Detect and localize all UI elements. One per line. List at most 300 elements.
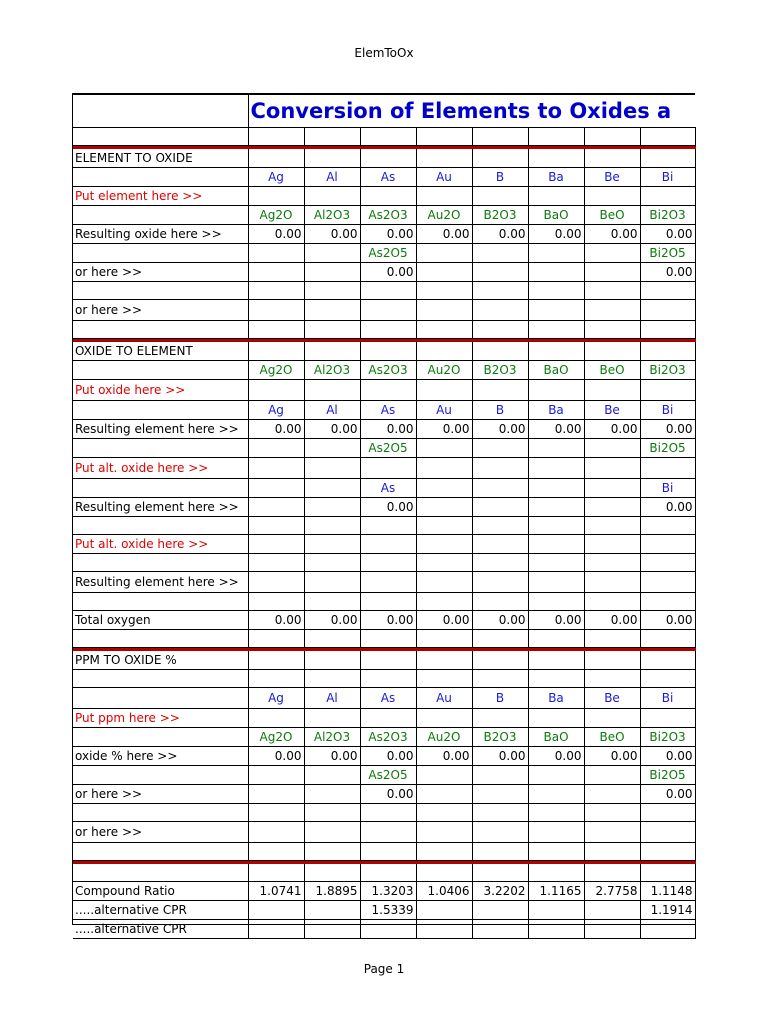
element-symbol: Be xyxy=(584,688,640,709)
labeled-row xyxy=(73,688,695,709)
empty-cell[interactable] xyxy=(304,244,360,263)
empty-cell[interactable] xyxy=(528,593,584,611)
empty-cell[interactable] xyxy=(304,901,360,920)
empty-cell[interactable] xyxy=(304,439,360,458)
empty-cell[interactable] xyxy=(416,901,472,920)
labeled-row xyxy=(73,709,695,728)
empty-cell[interactable] xyxy=(640,535,695,554)
empty-cell[interactable] xyxy=(416,709,472,728)
empty-cell[interactable] xyxy=(416,439,472,458)
empty-cell[interactable] xyxy=(584,263,640,282)
element-symbol: Bi xyxy=(640,688,695,709)
empty-cell[interactable] xyxy=(528,300,584,321)
empty-cell[interactable] xyxy=(360,651,416,670)
labeled-row xyxy=(73,766,695,785)
labeled-row xyxy=(73,498,695,517)
empty-cell[interactable] xyxy=(248,380,304,401)
row-label: Resulting element here >> xyxy=(73,572,248,593)
empty-cell[interactable] xyxy=(640,864,695,882)
empty-cell[interactable] xyxy=(304,572,360,593)
empty-cell[interactable] xyxy=(640,300,695,321)
empty-cell[interactable] xyxy=(640,517,695,535)
empty-cell[interactable] xyxy=(248,901,304,920)
empty-cell[interactable] xyxy=(416,300,472,321)
compound-ratio-value: 1.1148 xyxy=(640,882,695,901)
oxide-formula: Bi2O3 xyxy=(640,361,695,380)
empty-cell[interactable] xyxy=(360,342,416,361)
empty-cell[interactable] xyxy=(304,342,360,361)
empty-cell[interactable] xyxy=(472,651,528,670)
empty-cell[interactable] xyxy=(248,128,304,146)
row-label: Put ppm here >> xyxy=(73,709,248,728)
empty-cell[interactable] xyxy=(416,342,472,361)
empty-cell[interactable] xyxy=(304,380,360,401)
empty-cell[interactable] xyxy=(528,498,584,517)
empty-cell[interactable] xyxy=(528,630,584,648)
empty-cell[interactable] xyxy=(528,843,584,861)
value-cell: 0.00 xyxy=(304,611,360,630)
empty-cell[interactable] xyxy=(248,709,304,728)
empty-cell[interactable] xyxy=(248,804,304,822)
labeled-row xyxy=(73,920,695,939)
page-footer: Page 1 xyxy=(363,962,405,976)
alt-oxide-formula: As2O5 xyxy=(360,244,416,263)
oxide-formula: B2O3 xyxy=(472,206,528,225)
empty-cell[interactable] xyxy=(304,630,360,648)
empty-cell[interactable] xyxy=(360,572,416,593)
value-cell: 0.00 xyxy=(528,747,584,766)
empty-cell[interactable] xyxy=(528,901,584,920)
label-cell xyxy=(73,95,248,128)
empty-cell[interactable] xyxy=(360,535,416,554)
empty-cell[interactable] xyxy=(640,380,695,401)
labeled-row xyxy=(73,651,695,670)
empty-cell[interactable] xyxy=(528,864,584,882)
empty-cell[interactable] xyxy=(640,670,695,688)
empty-cell[interactable] xyxy=(584,572,640,593)
empty-cell[interactable] xyxy=(472,804,528,822)
empty-cell[interactable] xyxy=(416,651,472,670)
empty-cell[interactable] xyxy=(640,843,695,861)
empty-cell[interactable] xyxy=(304,187,360,206)
empty-cell[interactable] xyxy=(640,458,695,479)
empty-cell[interactable] xyxy=(248,766,304,785)
empty-cell[interactable] xyxy=(472,187,528,206)
empty-cell[interactable] xyxy=(472,439,528,458)
empty-cell[interactable] xyxy=(304,822,360,843)
empty-cell[interactable] xyxy=(640,187,695,206)
empty-cell[interactable] xyxy=(416,321,472,339)
empty-cell[interactable] xyxy=(248,479,304,498)
empty-cell[interactable] xyxy=(528,479,584,498)
empty-cell[interactable] xyxy=(528,128,584,146)
empty-cell[interactable] xyxy=(304,321,360,339)
empty-cell[interactable] xyxy=(248,593,304,611)
oxide-formula: BeO xyxy=(584,361,640,380)
empty-cell[interactable] xyxy=(584,479,640,498)
empty-cell[interactable] xyxy=(472,901,528,920)
empty-cell[interactable] xyxy=(248,439,304,458)
empty-cell[interactable] xyxy=(528,187,584,206)
empty-cell[interactable] xyxy=(528,785,584,804)
empty-cell[interactable] xyxy=(640,149,695,168)
empty-cell[interactable] xyxy=(584,630,640,648)
empty-cell[interactable] xyxy=(640,822,695,843)
empty-cell[interactable] xyxy=(584,593,640,611)
label-cell xyxy=(73,593,248,611)
empty-cell[interactable] xyxy=(584,554,640,572)
empty-cell[interactable] xyxy=(640,554,695,572)
empty-cell[interactable] xyxy=(528,321,584,339)
empty-cell[interactable] xyxy=(360,458,416,479)
empty-cell[interactable] xyxy=(584,244,640,263)
empty-cell[interactable] xyxy=(584,321,640,339)
empty-cell[interactable] xyxy=(640,804,695,822)
element-symbol: Al xyxy=(304,401,360,420)
empty-cell[interactable] xyxy=(416,263,472,282)
empty-cell[interactable] xyxy=(248,244,304,263)
empty-cell[interactable] xyxy=(528,342,584,361)
empty-cell[interactable] xyxy=(640,651,695,670)
empty-cell[interactable] xyxy=(528,244,584,263)
compound-ratio-value: 1.1165 xyxy=(528,882,584,901)
empty-cell[interactable] xyxy=(360,630,416,648)
empty-cell[interactable] xyxy=(360,380,416,401)
empty-cell[interactable] xyxy=(528,651,584,670)
empty-cell[interactable] xyxy=(640,709,695,728)
empty-cell[interactable] xyxy=(472,479,528,498)
empty-cell[interactable] xyxy=(248,785,304,804)
empty-cell[interactable] xyxy=(528,572,584,593)
empty-cell[interactable] xyxy=(472,244,528,263)
empty-cell[interactable] xyxy=(472,149,528,168)
empty-cell[interactable] xyxy=(360,321,416,339)
empty-cell[interactable] xyxy=(360,187,416,206)
oxide-formula: Ag2O xyxy=(248,728,304,747)
empty-cell[interactable] xyxy=(528,554,584,572)
labeled-row xyxy=(73,572,695,593)
empty-cell[interactable] xyxy=(472,282,528,300)
empty-cell[interactable] xyxy=(472,630,528,648)
label-cell xyxy=(73,321,248,339)
empty-cell[interactable] xyxy=(528,670,584,688)
empty-cell[interactable] xyxy=(304,535,360,554)
empty-cell[interactable] xyxy=(416,479,472,498)
row-label: Put oxide here >> xyxy=(73,380,248,401)
empty-cell[interactable] xyxy=(640,282,695,300)
empty-cell[interactable] xyxy=(528,822,584,843)
oxide-formula: Al2O3 xyxy=(304,361,360,380)
label-cell xyxy=(73,517,248,535)
empty-cell[interactable] xyxy=(416,785,472,804)
empty-cell[interactable] xyxy=(472,822,528,843)
empty-cell[interactable] xyxy=(304,864,360,882)
empty-cell[interactable] xyxy=(248,263,304,282)
empty-cell[interactable] xyxy=(360,149,416,168)
value-cell: 0.00 xyxy=(640,420,695,439)
empty-cell[interactable] xyxy=(584,864,640,882)
empty-cell[interactable] xyxy=(528,380,584,401)
empty-cell[interactable] xyxy=(472,380,528,401)
empty-cell[interactable] xyxy=(640,128,695,146)
empty-cell[interactable] xyxy=(584,670,640,688)
empty-cell[interactable] xyxy=(304,263,360,282)
empty-cell[interactable] xyxy=(360,282,416,300)
oxide-formula: B2O3 xyxy=(472,728,528,747)
empty-cell[interactable] xyxy=(360,554,416,572)
empty-cell[interactable] xyxy=(528,920,584,939)
empty-cell[interactable] xyxy=(528,517,584,535)
empty-cell[interactable] xyxy=(248,822,304,843)
value-cell: 0.00 xyxy=(416,420,472,439)
empty-cell[interactable] xyxy=(640,572,695,593)
empty-cell[interactable] xyxy=(304,651,360,670)
empty-cell[interactable] xyxy=(248,535,304,554)
empty-cell[interactable] xyxy=(416,498,472,517)
empty-cell[interactable] xyxy=(304,785,360,804)
empty-cell[interactable] xyxy=(584,439,640,458)
empty-cell[interactable] xyxy=(472,785,528,804)
empty-cell[interactable] xyxy=(248,342,304,361)
empty-cell[interactable] xyxy=(584,766,640,785)
value-cell: 0.00 xyxy=(360,785,416,804)
empty-cell[interactable] xyxy=(584,300,640,321)
empty-cell[interactable] xyxy=(528,439,584,458)
empty-cell[interactable] xyxy=(640,920,695,939)
empty-cell[interactable] xyxy=(248,920,304,939)
oxide-formula: As2O3 xyxy=(360,728,416,747)
empty-cell[interactable] xyxy=(528,766,584,785)
compound-ratio-value: 1.0406 xyxy=(416,882,472,901)
empty-cell[interactable] xyxy=(584,342,640,361)
element-symbol: As xyxy=(360,168,416,187)
empty-cell[interactable] xyxy=(304,479,360,498)
empty-cell[interactable] xyxy=(584,804,640,822)
value-cell: 0.00 xyxy=(472,420,528,439)
empty-cell[interactable] xyxy=(640,630,695,648)
row-label: PPM TO OXIDE % xyxy=(73,651,248,670)
empty-cell[interactable] xyxy=(584,458,640,479)
empty-row xyxy=(73,282,695,300)
empty-cell[interactable] xyxy=(528,282,584,300)
empty-cell[interactable] xyxy=(304,670,360,688)
empty-cell[interactable] xyxy=(416,920,472,939)
empty-cell[interactable] xyxy=(304,300,360,321)
empty-cell[interactable] xyxy=(472,593,528,611)
empty-cell[interactable] xyxy=(584,785,640,804)
empty-cell[interactable] xyxy=(584,187,640,206)
empty-cell[interactable] xyxy=(248,670,304,688)
empty-cell[interactable] xyxy=(528,149,584,168)
value-cell: 0.00 xyxy=(304,225,360,244)
empty-cell[interactable] xyxy=(528,804,584,822)
empty-cell[interactable] xyxy=(416,822,472,843)
value-cell: 0.00 xyxy=(584,747,640,766)
element-symbol: As xyxy=(360,401,416,420)
empty-cell[interactable] xyxy=(304,498,360,517)
empty-cell[interactable] xyxy=(248,458,304,479)
oxide-formula: Au2O xyxy=(416,361,472,380)
empty-cell[interactable] xyxy=(472,920,528,939)
empty-cell[interactable] xyxy=(360,822,416,843)
empty-cell[interactable] xyxy=(248,864,304,882)
empty-cell[interactable] xyxy=(584,651,640,670)
element-symbol: Ag xyxy=(248,688,304,709)
empty-cell[interactable] xyxy=(360,670,416,688)
empty-cell[interactable] xyxy=(416,766,472,785)
row-label xyxy=(73,361,248,380)
empty-cell[interactable] xyxy=(472,709,528,728)
empty-cell[interactable] xyxy=(472,766,528,785)
labeled-row xyxy=(73,206,695,225)
empty-cell[interactable] xyxy=(584,149,640,168)
value-cell: 0.00 xyxy=(472,611,528,630)
element-symbol: Ba xyxy=(528,168,584,187)
empty-cell[interactable] xyxy=(584,535,640,554)
empty-cell[interactable] xyxy=(304,709,360,728)
empty-cell[interactable] xyxy=(416,535,472,554)
empty-row xyxy=(73,321,695,339)
empty-cell[interactable] xyxy=(248,843,304,861)
empty-cell[interactable] xyxy=(248,300,304,321)
label-cell xyxy=(73,670,248,688)
labeled-row xyxy=(73,479,695,498)
empty-cell[interactable] xyxy=(304,843,360,861)
empty-cell[interactable] xyxy=(304,593,360,611)
empty-cell[interactable] xyxy=(472,864,528,882)
empty-row xyxy=(73,517,695,535)
empty-cell[interactable] xyxy=(360,300,416,321)
element-symbol: As xyxy=(360,688,416,709)
empty-cell[interactable] xyxy=(416,843,472,861)
empty-cell[interactable] xyxy=(416,572,472,593)
empty-cell[interactable] xyxy=(584,517,640,535)
value-cell: 0.00 xyxy=(248,611,304,630)
row-label: or here >> xyxy=(73,785,248,804)
empty-cell[interactable] xyxy=(416,380,472,401)
empty-cell[interactable] xyxy=(416,554,472,572)
empty-cell[interactable] xyxy=(528,263,584,282)
empty-cell[interactable] xyxy=(416,804,472,822)
empty-cell[interactable] xyxy=(304,766,360,785)
row-label: OXIDE TO ELEMENT xyxy=(73,342,248,361)
empty-cell[interactable] xyxy=(640,342,695,361)
empty-cell[interactable] xyxy=(584,709,640,728)
empty-cell[interactable] xyxy=(584,282,640,300)
empty-cell[interactable] xyxy=(584,380,640,401)
empty-cell[interactable] xyxy=(472,321,528,339)
empty-cell[interactable] xyxy=(472,670,528,688)
empty-cell[interactable] xyxy=(472,535,528,554)
empty-cell[interactable] xyxy=(248,651,304,670)
empty-cell[interactable] xyxy=(416,517,472,535)
empty-cell[interactable] xyxy=(416,128,472,146)
empty-cell[interactable] xyxy=(472,300,528,321)
empty-cell[interactable] xyxy=(360,920,416,939)
empty-cell[interactable] xyxy=(472,458,528,479)
row-label xyxy=(73,206,248,225)
empty-cell[interactable] xyxy=(528,458,584,479)
empty-cell[interactable] xyxy=(360,593,416,611)
empty-cell[interactable] xyxy=(248,187,304,206)
empty-cell[interactable] xyxy=(360,709,416,728)
empty-cell[interactable] xyxy=(248,498,304,517)
empty-cell[interactable] xyxy=(304,517,360,535)
empty-cell[interactable] xyxy=(584,901,640,920)
empty-cell[interactable] xyxy=(528,709,584,728)
empty-cell[interactable] xyxy=(248,321,304,339)
empty-cell[interactable] xyxy=(416,593,472,611)
empty-cell[interactable] xyxy=(360,804,416,822)
empty-cell[interactable] xyxy=(584,920,640,939)
empty-cell[interactable] xyxy=(584,128,640,146)
row-label: oxide % here >> xyxy=(73,747,248,766)
empty-cell[interactable] xyxy=(584,843,640,861)
empty-cell[interactable] xyxy=(416,670,472,688)
empty-cell[interactable] xyxy=(528,535,584,554)
empty-cell[interactable] xyxy=(248,517,304,535)
empty-cell[interactable] xyxy=(416,187,472,206)
value-cell: 0.00 xyxy=(528,420,584,439)
empty-cell[interactable] xyxy=(304,554,360,572)
empty-cell[interactable] xyxy=(472,263,528,282)
empty-cell[interactable] xyxy=(304,804,360,822)
empty-cell[interactable] xyxy=(416,149,472,168)
empty-cell[interactable] xyxy=(416,458,472,479)
empty-cell[interactable] xyxy=(584,498,640,517)
empty-cell[interactable] xyxy=(472,572,528,593)
empty-cell[interactable] xyxy=(304,149,360,168)
empty-cell[interactable] xyxy=(360,864,416,882)
empty-cell[interactable] xyxy=(248,149,304,168)
empty-cell[interactable] xyxy=(472,554,528,572)
empty-cell[interactable] xyxy=(304,282,360,300)
empty-cell[interactable] xyxy=(360,843,416,861)
empty-cell[interactable] xyxy=(472,342,528,361)
empty-cell[interactable] xyxy=(640,593,695,611)
labeled-row xyxy=(73,187,695,206)
empty-cell[interactable] xyxy=(304,458,360,479)
oxide-formula: Al2O3 xyxy=(304,206,360,225)
empty-cell[interactable] xyxy=(472,498,528,517)
empty-cell[interactable] xyxy=(360,128,416,146)
empty-cell[interactable] xyxy=(472,128,528,146)
empty-cell[interactable] xyxy=(416,864,472,882)
value-cell: 0.00 xyxy=(528,611,584,630)
empty-cell[interactable] xyxy=(248,630,304,648)
empty-cell[interactable] xyxy=(360,517,416,535)
empty-cell[interactable] xyxy=(640,321,695,339)
labeled-row xyxy=(73,225,695,244)
empty-cell[interactable] xyxy=(248,554,304,572)
oxide-formula: BaO xyxy=(528,206,584,225)
empty-cell[interactable] xyxy=(584,822,640,843)
value-cell: 0.00 xyxy=(360,498,416,517)
empty-cell[interactable] xyxy=(248,282,304,300)
empty-cell[interactable] xyxy=(304,920,360,939)
value-cell: 0.00 xyxy=(640,785,695,804)
oxide-formula: BeO xyxy=(584,728,640,747)
empty-cell[interactable] xyxy=(472,517,528,535)
empty-cell[interactable] xyxy=(472,843,528,861)
empty-cell[interactable] xyxy=(248,572,304,593)
empty-cell[interactable] xyxy=(416,282,472,300)
empty-cell[interactable] xyxy=(416,630,472,648)
empty-row xyxy=(73,593,695,611)
labeled-row xyxy=(73,882,695,901)
empty-cell[interactable] xyxy=(416,244,472,263)
empty-cell[interactable] xyxy=(304,128,360,146)
